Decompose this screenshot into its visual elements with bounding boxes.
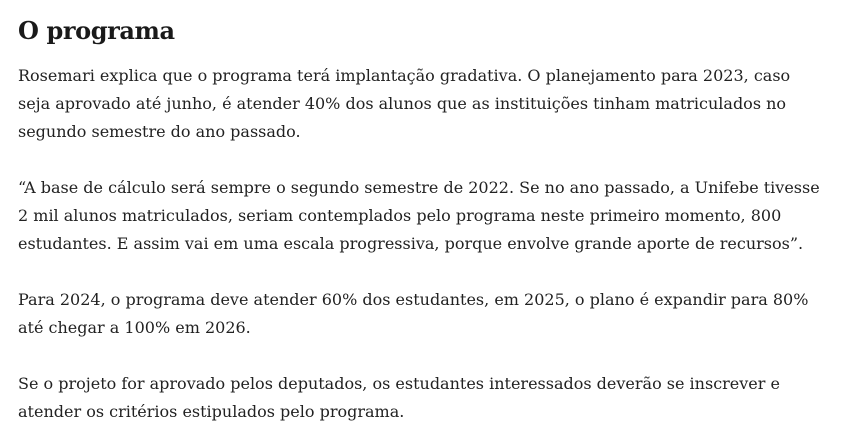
section-heading: O programa [18, 16, 175, 45]
paragraph-implantacao: Rosemari explica que o programa terá implantação gradativa. O planejamento para 2023, caso seja aprovado até junho, é atender 40% dos alunos que as instituições tinham matriculados no segundo semestre do ano passado. [18, 66, 791, 141]
paragraph-quote-base-calculo: “A base de cálculo será sempre o segundo semestre de 2022. Se no ano passado, a Unifebe tivesse 2 mil alunos matriculados, seriam contemplados pelo programa neste primeiro momento, 800 estudantes. E assim vai em uma escala progressiva, porque envolve grande aporte de recursos”. [18, 178, 820, 253]
paragraph-aprovacao-deputados: Se o projeto for aprovado pelos deputados, os estudantes interessados deverão se inscrever e atender os critérios estipulados pelo programa. [18, 374, 780, 421]
paragraph-metas-anuais: Para 2024, o programa deve atender 60% dos estudantes, em 2025, o plano é expandir para 80% até chegar a 100% em 2026. [18, 290, 809, 337]
article-section [18, 0, 823, 426]
